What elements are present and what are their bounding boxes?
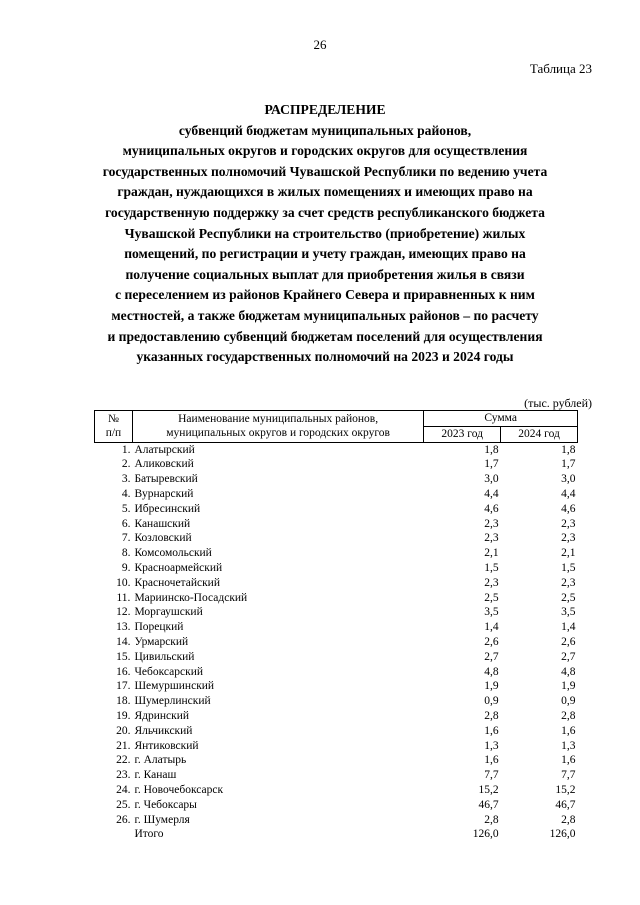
- row-value-2024: 3,0: [561, 473, 576, 486]
- title-line: и предоставлению субвенций бюджетам поселений для осуществления: [107, 328, 543, 344]
- row-name: Чебоксарский: [134, 665, 204, 678]
- row-name: г. Чебоксары: [134, 798, 197, 811]
- row-number: 7.: [121, 532, 131, 545]
- row-value-2024: 15,2: [555, 783, 576, 796]
- row-name: Урмарский: [134, 635, 189, 648]
- row-value-2023: 2,5: [484, 591, 499, 604]
- row-name: г. Алатырь: [134, 754, 187, 767]
- row-number: 5.: [121, 502, 131, 515]
- table-row: [95, 605, 578, 620]
- row-value-2023: 2,8: [484, 813, 499, 826]
- table-label: Таблица 23: [529, 61, 592, 76]
- row-number: 19.: [116, 709, 131, 722]
- row-value-2023: 7,7: [484, 769, 499, 782]
- row-value-2023: 1,6: [484, 724, 499, 737]
- table-row: [95, 546, 578, 561]
- row-number: 16.: [116, 665, 131, 678]
- row-number: 15.: [116, 650, 131, 663]
- row-value-2024: 4,4: [561, 487, 576, 500]
- row-value-2024: 46,7: [555, 798, 576, 811]
- total-row: [95, 827, 578, 842]
- title-line: указанных государственных полномочий на 2023 и 2024 годы: [136, 349, 514, 365]
- row-value-2023: 1,3: [484, 739, 499, 752]
- table-row: [95, 783, 578, 798]
- row-value-2023: 3,0: [484, 473, 499, 486]
- row-value-2024: 2,5: [561, 591, 576, 604]
- row-number: 17.: [116, 680, 131, 693]
- row-number: 14.: [116, 635, 131, 648]
- row-value-2023: 2,8: [484, 709, 499, 722]
- title-line: государственную поддержку за счет средств республиканского бюджета: [105, 204, 545, 220]
- distribution-table: [94, 410, 578, 842]
- row-number: 21.: [116, 739, 131, 752]
- title-line: помещений, по регистрации и учету граждан, имеющих право на: [124, 246, 526, 262]
- row-name: Алатырский: [134, 443, 195, 456]
- header-name: [132, 411, 423, 443]
- row-value-2024: 1,5: [561, 561, 576, 574]
- row-number: 22.: [116, 754, 131, 767]
- table-row: [95, 487, 578, 502]
- units-label: (тыс. рублей): [524, 396, 592, 410]
- row-value-2024: 2,7: [561, 650, 576, 663]
- header-num: [95, 411, 133, 443]
- table-row: [95, 635, 578, 650]
- row-number: 2.: [121, 458, 131, 471]
- row-value-2023: 2,7: [484, 650, 499, 663]
- row-value-2023: 1,5: [484, 561, 499, 574]
- row-name: Батыревский: [134, 473, 198, 486]
- header-sum: Сумма: [424, 411, 578, 427]
- row-number: 8.: [121, 547, 131, 560]
- header-year-2024: 2024 год: [501, 426, 578, 442]
- row-name: Цивильский: [134, 650, 195, 663]
- title-line: местностей, а также бюджетам муниципальных районов – по расчету: [111, 307, 539, 323]
- table-row: [95, 679, 578, 694]
- row-name: г. Канаш: [134, 769, 177, 782]
- row-name: Шумерлинский: [134, 695, 211, 708]
- row-value-2024: 1,6: [561, 724, 576, 737]
- row-value-2023: 1,7: [484, 458, 499, 471]
- total-value-2023: 126,0: [472, 828, 499, 841]
- row-number: 23.: [116, 769, 131, 782]
- row-value-2023: 2,3: [484, 517, 499, 530]
- row-number: 18.: [116, 695, 131, 708]
- row-value-2023: 2,6: [484, 635, 499, 648]
- header-num-line1: №: [107, 412, 119, 425]
- row-value-2024: 1,7: [561, 458, 576, 471]
- row-name: Канашский: [134, 517, 191, 530]
- row-name: Шемуршинский: [134, 680, 215, 693]
- row-value-2023: 1,4: [484, 621, 499, 634]
- row-value-2023: 4,4: [484, 487, 499, 500]
- row-name: Козловский: [134, 532, 192, 545]
- row-value-2023: 1,6: [484, 754, 499, 767]
- row-value-2023: 4,6: [484, 502, 499, 515]
- table-row: [95, 442, 578, 457]
- table-row: [95, 694, 578, 709]
- title-line: РАСПРЕДЕЛЕНИЕ: [264, 102, 386, 117]
- row-value-2024: 1,6: [561, 754, 576, 767]
- row-value-2024: 2,8: [561, 709, 576, 722]
- table-row: [95, 724, 578, 739]
- row-value-2023: 46,7: [478, 798, 499, 811]
- row-value-2023: 0,9: [484, 695, 499, 708]
- row-number: 4.: [121, 487, 131, 500]
- row-value-2024: 1,8: [561, 443, 576, 456]
- table-row: [95, 561, 578, 576]
- row-value-2024: 1,3: [561, 739, 576, 752]
- row-value-2024: 1,9: [561, 680, 576, 693]
- row-value-2024: 3,5: [561, 606, 576, 619]
- row-value-2023: 1,9: [484, 680, 499, 693]
- title-line: граждан, нуждающихся в жилых помещениях и имеющих право на: [117, 184, 533, 200]
- row-name: Комсомольский: [134, 547, 212, 560]
- row-name: Красночетайский: [134, 576, 220, 589]
- row-value-2024: 2,3: [561, 532, 576, 545]
- header-year-2023: 2023 год: [424, 426, 501, 442]
- title-line: получение социальных выплат для приобретения жилья в связи: [125, 266, 525, 282]
- row-value-2023: 2,3: [484, 576, 499, 589]
- table-row: [95, 576, 578, 591]
- row-number: 3.: [121, 473, 131, 486]
- table-row: [95, 798, 578, 813]
- row-name: г. Новочебоксарск: [134, 783, 224, 796]
- table-row: [95, 620, 578, 635]
- row-name: г. Шумерля: [134, 813, 190, 826]
- row-value-2023: 1,8: [484, 443, 499, 456]
- row-value-2024: 2,3: [561, 576, 576, 589]
- header-num-line2: п/п: [105, 427, 122, 440]
- row-value-2023: 4,8: [484, 665, 499, 678]
- total-label: Итого: [134, 828, 164, 841]
- total-value-2024: 126,0: [549, 828, 576, 841]
- row-value-2024: 4,6: [561, 502, 576, 515]
- table-row: [95, 709, 578, 724]
- row-number: 24.: [116, 783, 131, 796]
- row-value-2024: 0,9: [561, 695, 576, 708]
- row-name: Яльчикский: [134, 724, 193, 737]
- row-number: 26.: [116, 813, 131, 826]
- row-value-2024: 1,4: [561, 621, 576, 634]
- row-value-2024: 2,1: [561, 547, 576, 560]
- row-name: Красноармейский: [134, 561, 223, 574]
- row-name: Мариинско-Посадский: [134, 591, 248, 604]
- title-line: муниципальных округов и городских округов для осуществления: [122, 143, 528, 159]
- row-value-2024: 2,6: [561, 635, 576, 648]
- document-title: [80, 100, 570, 368]
- row-value-2024: 2,8: [561, 813, 576, 826]
- table-row: [95, 531, 578, 546]
- table-row: [95, 472, 578, 487]
- table-row: [95, 665, 578, 680]
- row-name: Ибресинский: [134, 502, 201, 515]
- total-number-cell: [95, 827, 133, 842]
- row-value-2024: 4,8: [561, 665, 576, 678]
- row-number: 20.: [116, 724, 131, 737]
- title-line: государственных полномочий Чувашской Республики по ведению учета: [102, 163, 548, 179]
- row-number: 13.: [116, 621, 131, 634]
- table-row: [95, 517, 578, 532]
- row-value-2023: 3,5: [484, 606, 499, 619]
- title-line: с переселением из районов Крайнего Севера и приравненных к ним: [115, 287, 535, 303]
- row-value-2024: 7,7: [561, 769, 576, 782]
- row-name: Янтиковский: [134, 739, 199, 752]
- title-line: Чувашской Республики на строительство (приобретение) жилых: [124, 225, 526, 241]
- row-value-2023: 15,2: [478, 783, 499, 796]
- row-number: 1.: [121, 443, 131, 456]
- row-number: 10.: [116, 576, 131, 589]
- table-row: [95, 813, 578, 828]
- row-number: 6.: [121, 517, 131, 530]
- table-row: [95, 591, 578, 606]
- row-number: 12.: [116, 606, 131, 619]
- row-name: Моргаушский: [134, 606, 203, 619]
- table-row: [95, 457, 578, 472]
- row-value-2023: 2,1: [484, 547, 499, 560]
- table-row: [95, 739, 578, 754]
- row-name: Ядринский: [134, 709, 190, 722]
- header-name-line1: Наименование муниципальных районов,: [178, 412, 379, 425]
- title-line: субвенций бюджетам муниципальных районов,: [178, 122, 472, 138]
- table-body: [95, 442, 578, 842]
- page-number: 26: [313, 37, 327, 52]
- table-row: [95, 502, 578, 517]
- row-number: 11.: [116, 591, 131, 604]
- header-name-line2: муниципальных округов и городских округов: [166, 427, 390, 440]
- row-value-2024: 2,3: [561, 517, 576, 530]
- table-row: [95, 650, 578, 665]
- row-name: Вурнарский: [134, 487, 194, 500]
- table-row: [95, 768, 578, 783]
- row-name: Порецкий: [134, 621, 184, 634]
- table-row: [95, 753, 578, 768]
- row-value-2023: 2,3: [484, 532, 499, 545]
- row-number: 25.: [116, 798, 131, 811]
- row-name: Аликовский: [134, 458, 194, 471]
- row-number: 9.: [121, 561, 131, 574]
